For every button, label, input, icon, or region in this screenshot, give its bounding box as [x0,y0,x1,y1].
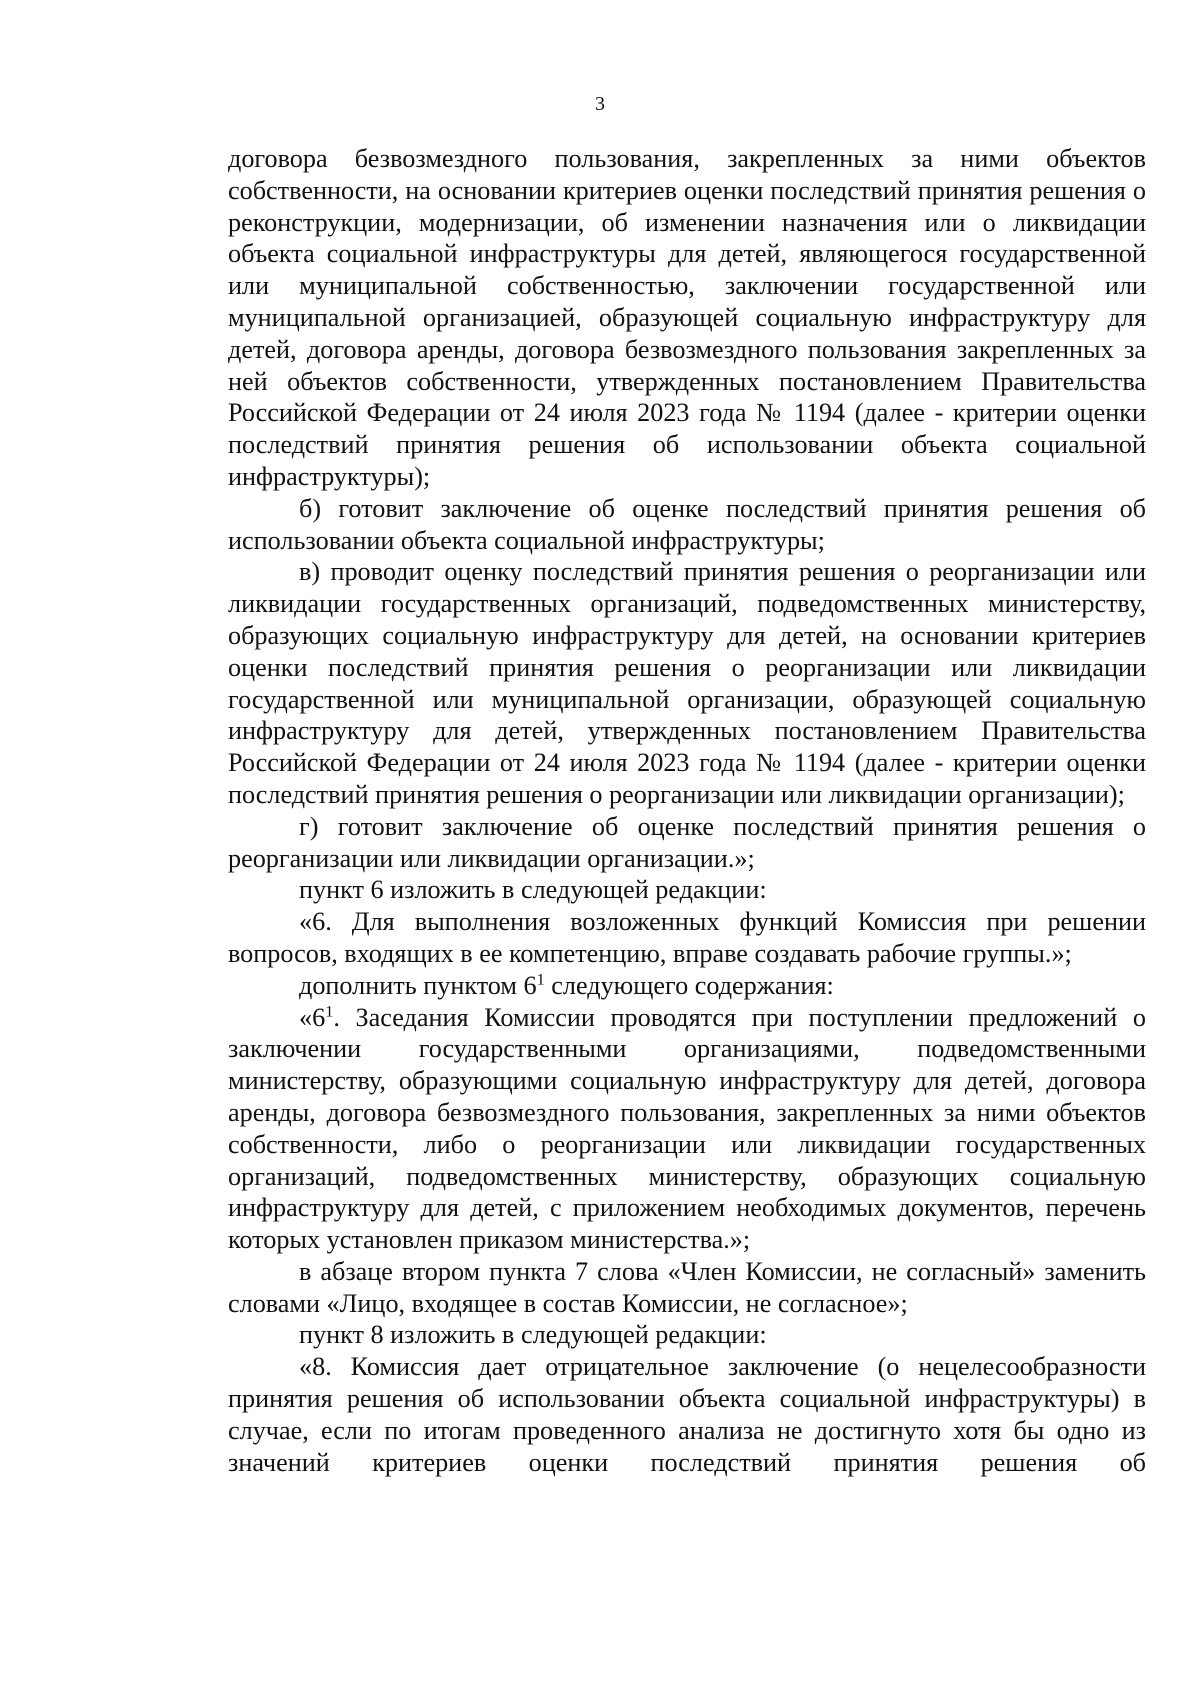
paragraph-add-item-6-1 [228,970,1146,1002]
text-segment: «6 [299,1002,326,1032]
text-segment: . Заседания Комиссии проводятся при поступлении предложений о заключении государственными организациями, подведомственными министерству, образующими социальную инфраструктуру для детей, договора аренды, договора безвозмездного пользования, закрепленных за ними объектов собственности, либо о реорганизации или ликвидации государственных организаций, подведомственных министерству, образующих социальную инфраструктуру для детей, с приложением необходимых документов, перечень которых установлен приказом министерства.»; [228,1002,1146,1255]
paragraph-item-v: в) проводит оценку последствий принятия решения о реорганизации или ликвидации государственных организаций, подведомственных министерству, образующих социальную инфраструктуру для детей, на основании критериев оценки последствий принятия решения о реорганизации или ликвидации государственной или муниципальной организации, образующей социальную инфраструктуру для детей, утвержденных постановлением Правительства Российской Федерации от 24 июля 2023 года № 1194 (далее - критерии оценки последствий принятия решения о реорганизации или ликвидации организации); [228,557,1146,809]
paragraph-amend-item-7: в абзаце втором пункта 7 слова «Член Комиссии, не согласный» заменить словами «Лицо, входящее в состав Комиссии, не согласное»; [228,1256,1146,1318]
document-body [228,143,1146,1478]
paragraph-item-6-1 [228,1002,1146,1256]
superscript-index: 1 [536,969,545,988]
paragraph-item-b: б) готовит заключение об оценке последствий принятия решения об использовании объекта социальной инфраструктуры; [228,493,1146,555]
paragraph-item-g: г) готовит заключение об оценке последствий принятия решения о реорганизации или ликвидации организации.»; [228,811,1146,873]
paragraph-item-8: «8. Комиссия дает отрицательное заключение (о нецелесообразности принятия решения об использовании объекта социальной инфраструктуры) в случае, если по итогам проведенного анализа не достигнуто хотя бы одно из значений критериев оценки последствий принятия решения об [228,1352,1146,1477]
text-segment: дополнить пунктом 6 [299,970,537,1000]
paragraph-item-6: «6. Для выполнения возложенных функций Комиссия при решении вопросов, входящих в ее компетенцию, вправе создавать рабочие группы.»; [228,907,1146,968]
paragraph-amend-item-6: пункт 6 изложить в следующей редакции: [299,875,767,905]
text-segment: следующего содержания: [544,970,834,1000]
superscript-index: 1 [325,1001,334,1020]
paragraph-amend-item-8: пункт 8 изложить в следующей редакции: [299,1320,767,1350]
paragraph-continuation: договора безвозмездного пользования, закрепленных за ними объектов собственности, на основании критериев оценки последствий принятия решения о реконструкции, модернизации, об изменении назначения или о ликвидации объекта социальной инфраструктуры для детей, являющегося государственной или муниципальной собственностью, заключении государственной или муниципальной организацией, образующей социальную инфраструктуру для детей, договора аренды, договора безвозмездного пользования закрепленных за ней объектов собственности, утвержденных постановлением Правительства Российской Федерации от 24 июля 2023 года № 1194 (далее - критерии оценки последствий принятия решения об использовании объекта социальной инфраструктуры); [228,144,1146,491]
page-number: 3 [595,93,605,115]
